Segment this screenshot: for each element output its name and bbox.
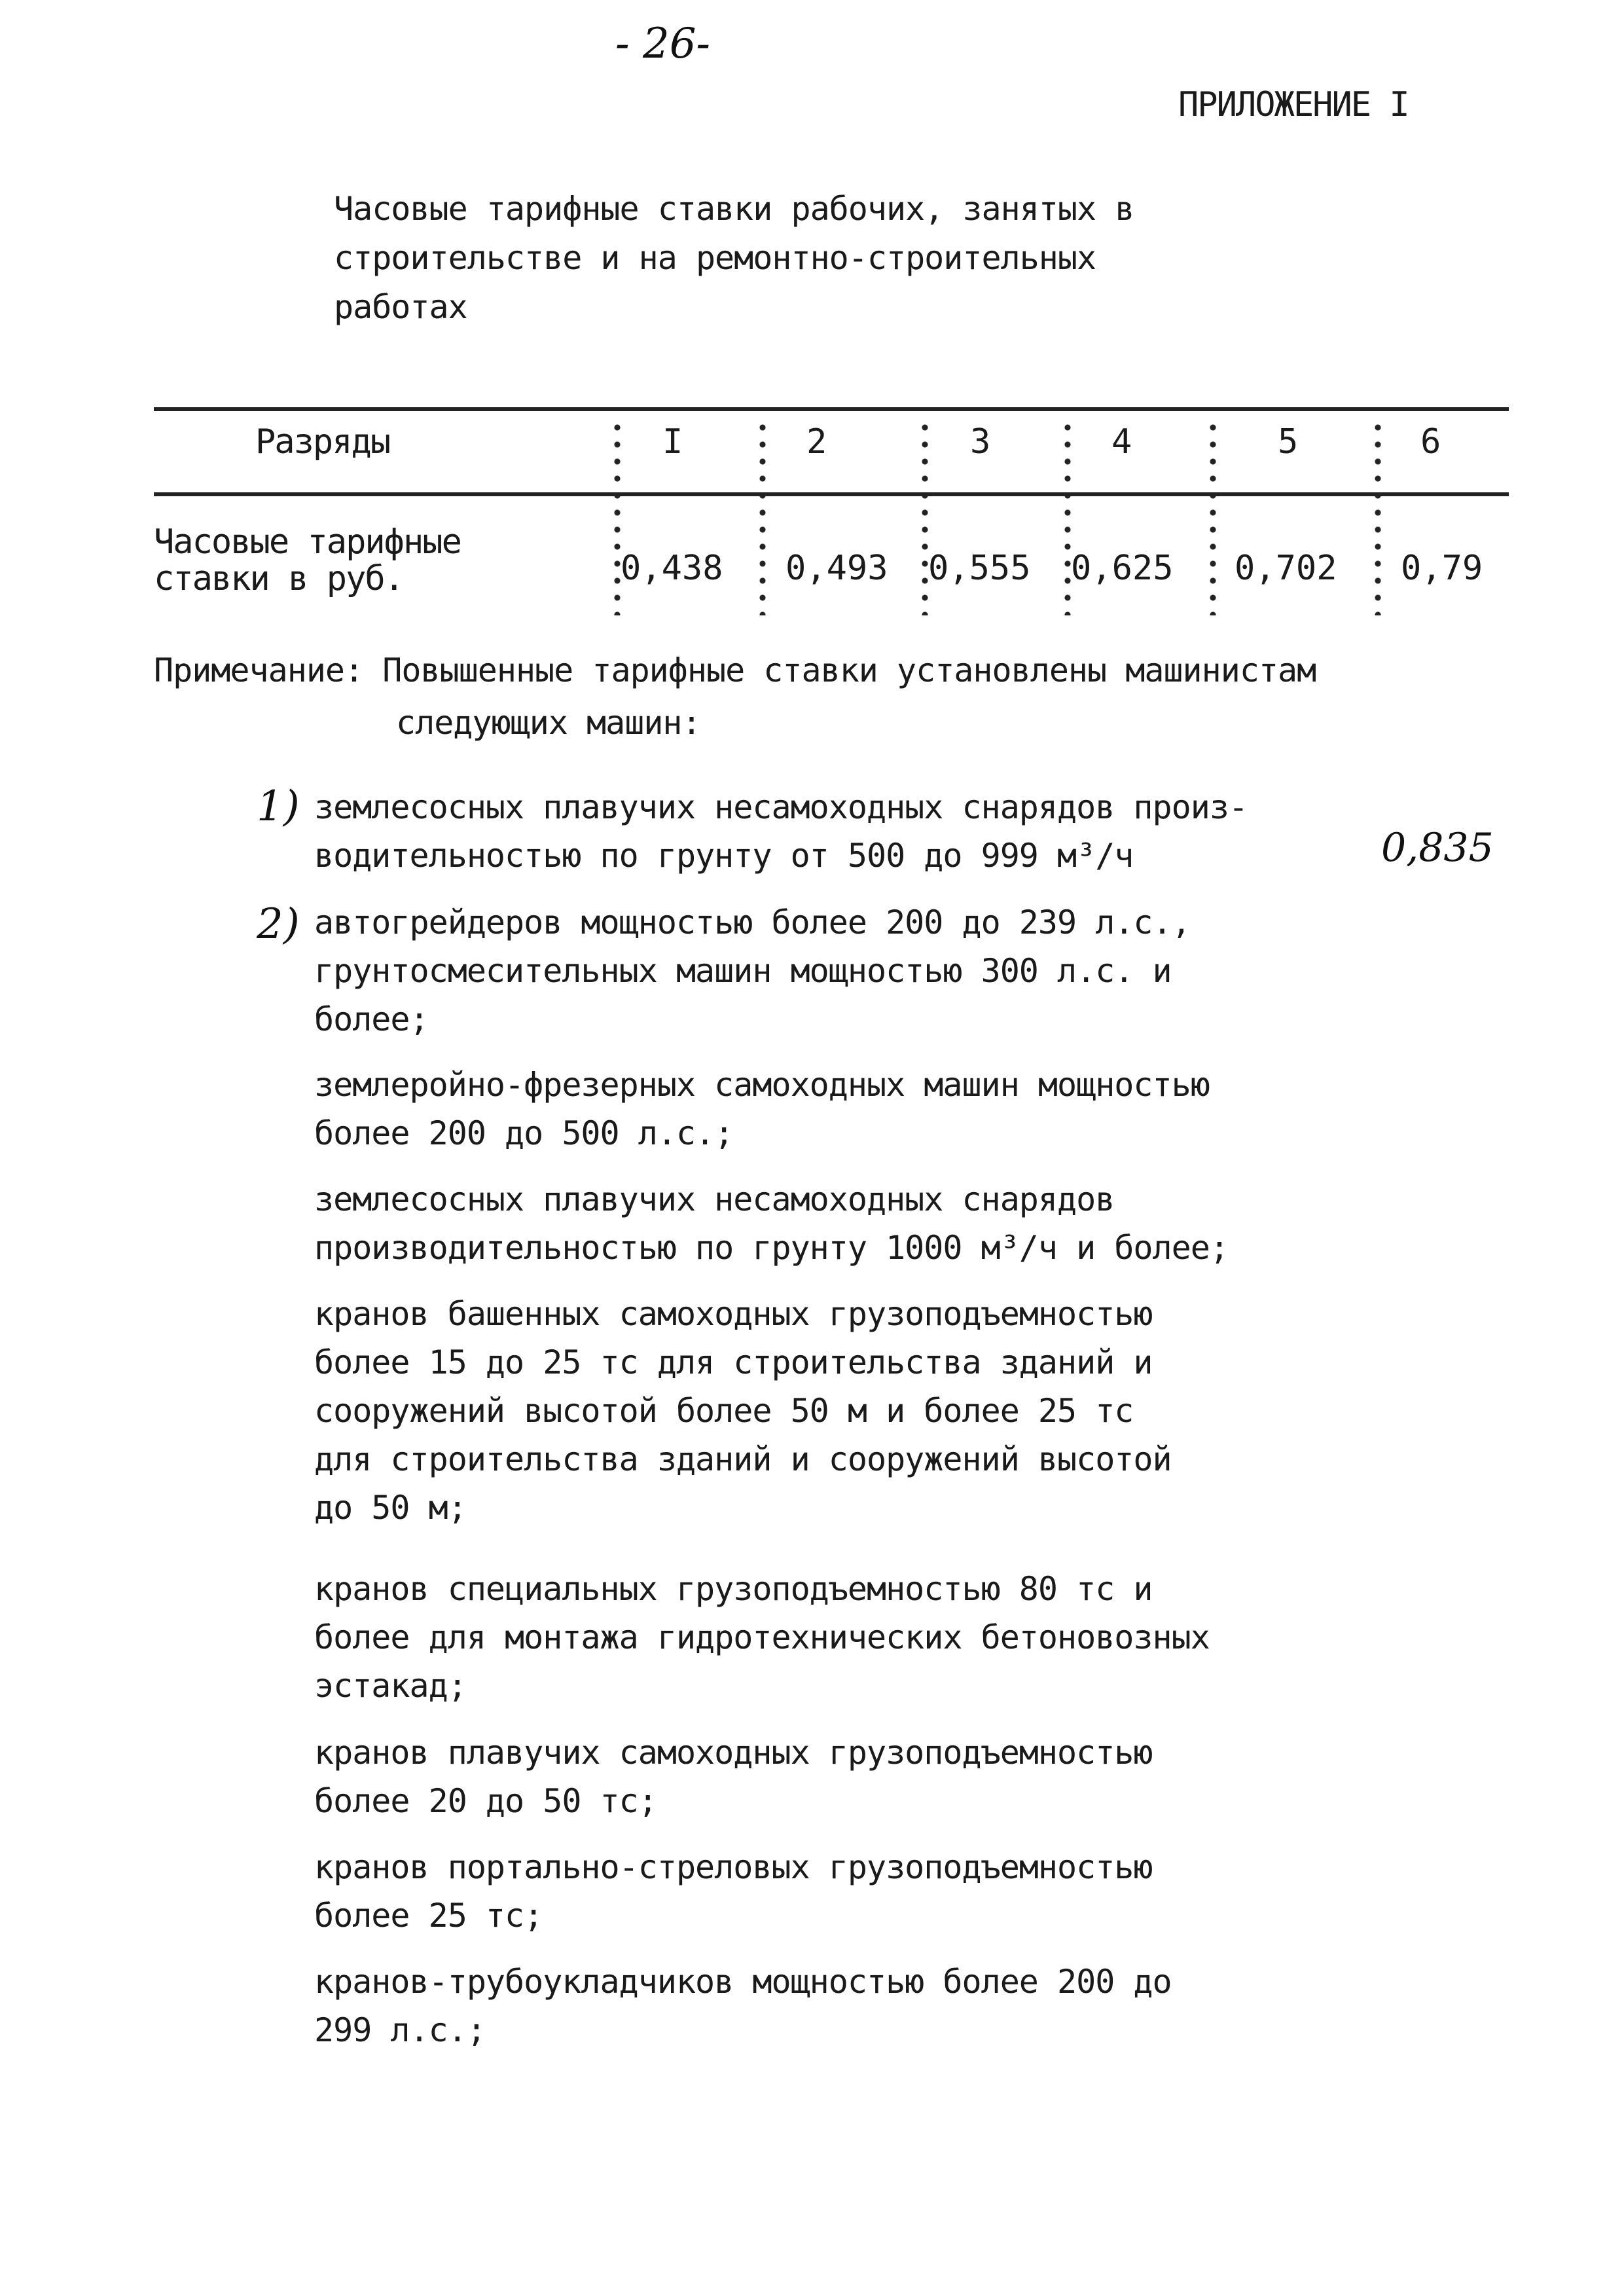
column-separator: [1375, 419, 1381, 615]
table-top-rule: [154, 407, 1509, 411]
grade-header-1: I: [662, 422, 683, 462]
rate-cell-1: 0,438: [621, 549, 723, 588]
appendix-label: ПРИЛОЖЕНИЕ I: [1178, 85, 1409, 124]
grade-header-3: 3: [970, 422, 991, 462]
row-label-line-1: Часовые тарифные: [154, 522, 461, 562]
machine-list-item: землесосных плавучих несамоходных снарядов произ- водительностью по грунту от 500 до 999 м³/ч: [314, 788, 1248, 875]
machine-list-item: землесосных плавучих несамоходных снарядов производительностью по грунту 1000 м³/ч и более;: [314, 1180, 1229, 1267]
rate-cell-5: 0,702: [1235, 549, 1337, 588]
machine-list-item: автогрейдеров мощностью более 200 до 239 л.с., грунтосмесительных машин мощностью 300 л.с. и более;: [314, 903, 1191, 1038]
page-number: - 26-: [615, 20, 711, 68]
handwritten-item-number-2: 2): [257, 900, 300, 949]
column-separator: [614, 419, 621, 615]
rate-cell-3: 0,555: [928, 549, 1031, 588]
handwritten-item-number-1: 1): [257, 782, 300, 831]
machine-list-item: кранов специальных грузоподъемностью 80 тс и более для монтажа гидротехнических бетоновозных эстакад;: [314, 1570, 1210, 1705]
column-separator: [759, 419, 766, 615]
note-heading: Примечание: Повышенные тарифные ставки установлены машинистам: [154, 651, 1316, 689]
grade-header-5: 5: [1278, 422, 1299, 462]
handwritten-rate-value: 0,835: [1381, 825, 1494, 871]
rate-cell-2: 0,493: [785, 549, 888, 588]
grade-header-4: 4: [1111, 422, 1132, 462]
document-title-line-2: строительстве и на ремонтно-строительных: [334, 239, 1096, 277]
machine-list-item: кранов-трубоукладчиков мощностью более 200 до 299 л.с.;: [314, 1963, 1172, 2049]
row-label-line-2: ставки в руб.: [154, 559, 403, 598]
note-continuation: следующих машин:: [396, 704, 701, 742]
machine-list-item: землеройно-фрезерных самоходных машин мощностью более 200 до 500 л.с.;: [314, 1066, 1210, 1152]
machine-list-item: кранов плавучих самоходных грузоподъемностью более 20 до 50 тс;: [314, 1734, 1153, 1820]
grade-header-2: 2: [806, 422, 827, 462]
rate-cell-4: 0,625: [1071, 549, 1174, 588]
column-separator: [1210, 419, 1216, 615]
grade-header-6: 6: [1420, 422, 1441, 462]
table-header-rule: [154, 492, 1509, 496]
column-separator: [922, 419, 928, 615]
document-title-line-3: работах: [334, 288, 467, 326]
machine-list-item: кранов башенных самоходных грузоподъемностью более 15 до 25 тс для строительства зданий и сооружений высотой более 50 м и более 25 тс для строительства зданий и сооружений высотой до 50 м;: [314, 1295, 1172, 1527]
table-header-label: Разряды: [255, 422, 390, 462]
machine-list-item: кранов портально-стреловых грузоподъемностью более 25 тс;: [314, 1848, 1153, 1935]
rate-cell-6: 0,79: [1401, 549, 1483, 588]
document-title-line-1: Часовые тарифные ставки рабочих, занятых в: [334, 190, 1134, 228]
column-separator: [1064, 419, 1071, 615]
